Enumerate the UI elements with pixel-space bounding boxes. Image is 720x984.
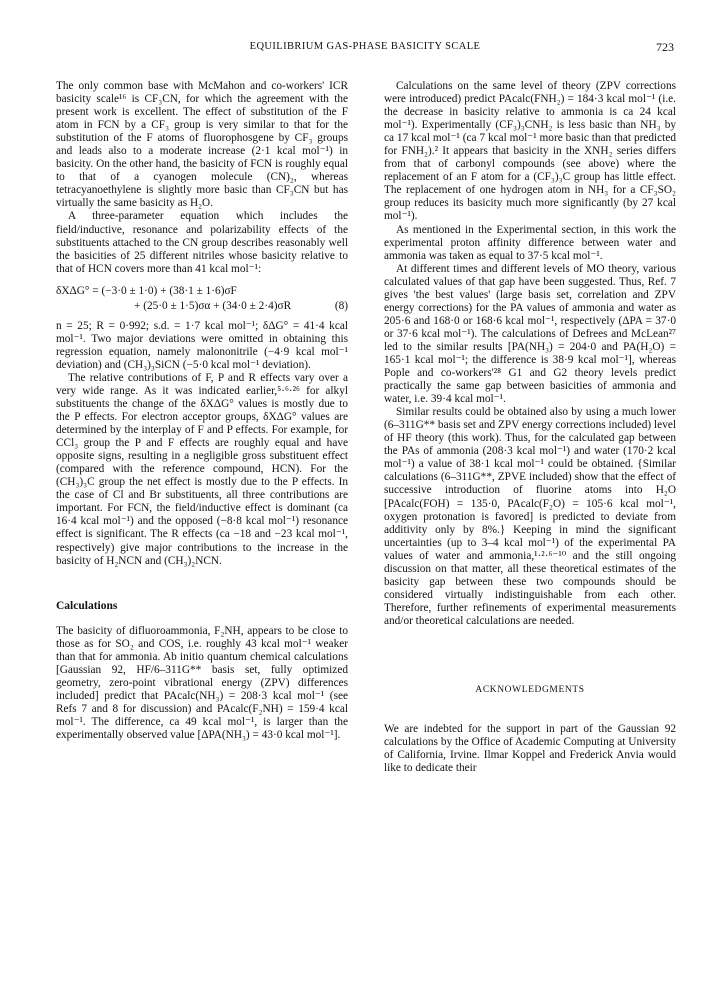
left-column: [56, 80, 348, 742]
section-heading: Calculations: [56, 599, 118, 612]
page-header: [56, 40, 674, 56]
paragraph: A three-parameter equation which includes the field/inductive, resonance and polarizability effects of the substituents attached to the CN group describes reasonably well the basicities of 25 different nitriles whose basicity relative to that of HCN covers more than 41 kcal mol⁻¹:: [56, 210, 348, 275]
page-number: 723: [656, 40, 674, 54]
paragraph: Calculations on the same level of theory (ZPV corrections were introduced) predict PAcalc(FNH₂) = 184·3 kcal mol⁻¹ (i.e. the decrease in basicity relative to ammonia is ca 24 kcal mol⁻¹). Experimentally (CF₃)₃CNH₂ is less basic than NH₃ by ca 17 kcal mol⁻¹ (ca 7 kcal mol⁻¹ more basic than that predicted for FNH₂).² It appears that basicity in the XNH₂ series differs from that of carbonyl compounds (see above) where the replacement of an F atom for a (CF₃)₃C group has little effect. The replacement of one hydrogen atom in NH₃ for a CF₃SO₂ group reduces its basicity much more significantly (by 27 kcal mol⁻¹).: [384, 80, 676, 223]
paragraph: The relative contributions of F, P and R effects vary over a very wide range. As it was indicated earlier,⁵·⁶·²⁶ for alkyl substituents the change of the δXΔG° values is mostly due to the P effects. For electron acceptor groups, δXΔG° values are determined by the interplay of F and P effects. For example, for CCl₃ group the P and F effects are roughly equal and have opposite signs, resulting in a negligible gross substituent effect (compared with the reference compound, HCN). For the (CH₃)₃C group the net effect is mostly due to the P effects. In the case of Cl and Br substituents, all three contributions are important. For FCN, the field/inductive effect is dominant (ca 16·4 kcal mol⁻¹) and the opposed (−8·8 kcal mol⁻¹) resonance effect is significant. The R effects (ca −18 and −23 kcal mol⁻¹, respectively) give major contributions to the increase in the basicity of H₂NCN and (CH₃)₂NCN.: [56, 371, 348, 567]
paragraph: As mentioned in the Experimental section, in this work the experimental proton affinity difference between water and ammonia was taken as equal to 37·5 kcal mol⁻¹.: [384, 223, 676, 262]
running-title: EQUILIBRIUM GAS-PHASE BASICITY SCALE: [249, 41, 481, 52]
equation-line-1: δXΔG° = (−3·0 ± 1·0) + (38·1 ± 1·6)σF: [56, 284, 237, 297]
right-column: [384, 80, 676, 775]
paragraph: Similar results could be obtained also by using a much lower (6–311G** basis set and ZPV energy corrections included) level of HF theory (this work). Thus, for the calculated gap between the PAs of ammonia (208·3 kcal mol⁻¹) and water (170·2 kcal mol⁻¹) a value of 38·1 kcal mol⁻¹ could be obtained. {Similar calculations (6–311G**, ZPVE included) show that the effect of successive introduction of fluorine atoms into H₂O [PAcalc(FOH) = 135·0, PAcalc(F₂O) = 105·6 kcal mol⁻¹, oxygen protonation is favored] is predicted to deviate from additivity only by 8%.} Keeping in mind the significant uncertainties (up to 3–4 kcal mol⁻¹) of the experimental PA values of water and ammonia,¹·²·⁶⁻¹⁰ and the still ongoing discussion on that matter, all these theoretical estimates of the basicity gap between these two compounds should be considered virtually indistinguishable from each other. Therefore, further refinements of experimental measurements and/or theoretical calculations are needed.: [384, 406, 676, 627]
equation-line-2-text: + (25·0 ± 1·5)σα + (34·0 ± 2·4)σR: [134, 299, 292, 312]
paragraph: The only common base with McMahon and co-workers' ICR basicity scale¹⁶ is CF₃CN, for which the agreement with the present work is excellent. The effect of substitution of the F atom in FCN by a CF₃ group is very similar to that for the substitution of the F atoms of fluorophosgene by CF₃ groups and leads also to a moderate increase (2·1 kcal mol⁻¹) in basicity. On the other hand, the basicity of FCN is roughly equal to that of a cyanogen molecule (CN)₂, whereas tetracyanoethylene is slightly more basic than CF₃CN but has virtually the same basicity as H₂O.: [56, 80, 348, 210]
equation-8: [56, 284, 348, 314]
equation-number: (8): [334, 299, 348, 312]
paragraph: We are indebted for the support in part of the Gaussian 92 calculations by the Office of Academic Computing at University of California, Irvine. Ilmar Koppel and Frederick Anvia would like to dedicate their: [384, 723, 676, 775]
paragraph: The basicity of difluoroammonia, F₂NH, appears to be close to those as for SO₂ and COS, i.e. roughly 43 kcal mol⁻¹ weaker than that for ammonia. Ab initio quantum chemical calculations [Gaussian 92, HF/6–311G** basis set, fully optimized geometry, zero-point vibrational energy (ZPV) differences included] predict that PAcalc(NH₃) = 208·3 kcal mol⁻¹ (see Refs 7 and 8 for discussion) and PAcalc(F₂NH) = 159·4 kcal mol⁻¹. The difference, ca 49 kcal mol⁻¹, is larger than the experimentally observed value [ΔPA(NH₃) = 43·0 kcal mol⁻¹].: [56, 624, 348, 742]
equation-line-2: [56, 299, 348, 314]
paragraph: n = 25; R = 0·992; s.d. = 1·7 kcal mol⁻¹; δΔG° = 41·4 kcal mol⁻¹. Two major deviations were omitted in obtaining this regression equation, namely malononitrile (−4·9 kcal mol⁻¹ deviation) and (CH₃)₃SiCN (−5·0 kcal mol⁻¹ deviation).: [56, 319, 348, 371]
paragraph: At different times and different levels of MO theory, various calculated values of that gap have been suggested. Thus, Ref. 7 gives 'the best values' (large basis set, correlation and ZPV energy corrections) for the PA values of ammonia and water as 205·6 and 168·0 or 168·6 kcal mol⁻¹, respectively (ΔPA = 37·0 or 37·6 kcal mol⁻¹). The calculations of Defrees and McLean²⁷ led to the similar results [PA(NH₃) = 204·0 and PA(H₂O) = 165·1 kcal mol⁻¹; the difference is 38·9 kcal mol⁻¹], whereas Pople and co-workers'²⁸ G1 and G2 theory levels predict practically the same gap between basicities of ammonia and water, i.e. 39·4 kcal mol⁻¹.: [384, 262, 676, 406]
acknowledgments-heading: ACKNOWLEDGMENTS: [475, 684, 585, 695]
